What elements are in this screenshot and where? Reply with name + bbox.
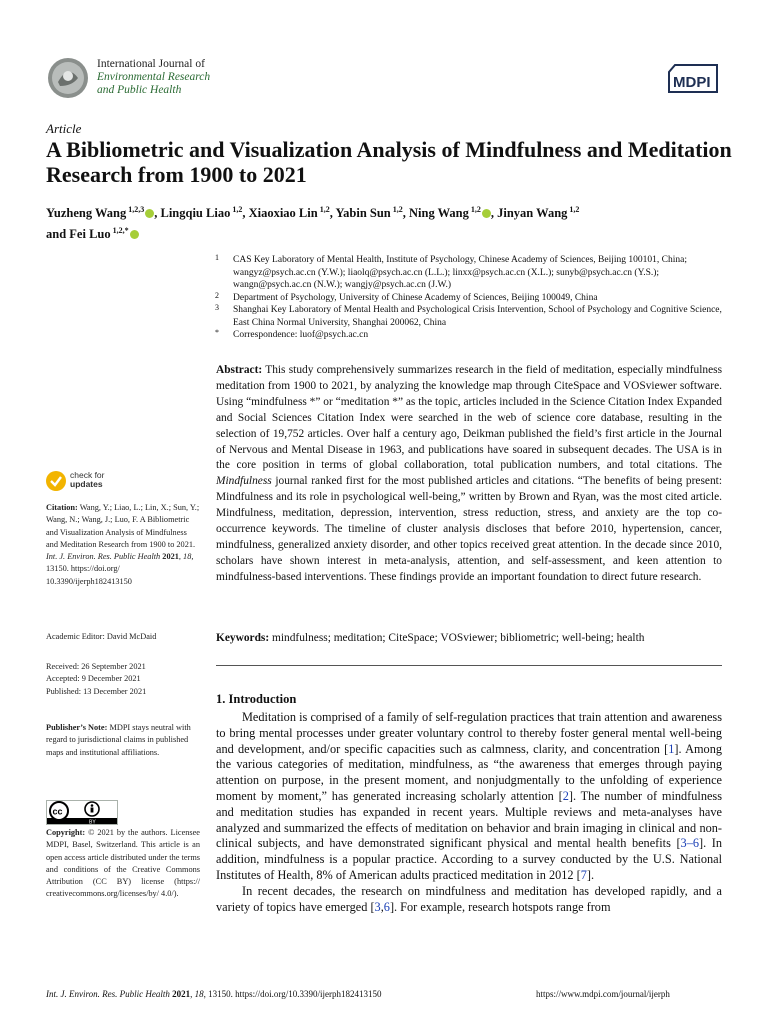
abstract-text-continued: journal ranked first for the most published articles and citations. “The benefits of being present: Mindfulness and its role in psychological well-being,” written by Brown and Ryan, was the most cited article. Mindfulness, meditation, depression, intervention, stress reduction, stress, and anxiety are the top co-occurrence keywords. The timeline of cluster analysis discloses that before 2010, hypertension, cancer, mindfulness, generalized anxiety disorder, and other topics received great attention. In the decade since 2010, scholars have shown interest in meta-analysis, attention, and self-assessment, and keen attention to mindfulness-based interventions. These findings provide an important foundation to direct future research. [216, 475, 722, 583]
check-updates-icon [46, 471, 66, 491]
intro-text: ]. For example, research hotspots range from [389, 899, 611, 914]
affiliation-3 [215, 304, 725, 329]
keywords-label: Keywords: [216, 632, 270, 644]
journal-logo-icon [46, 56, 90, 100]
accepted-date: Accepted: 9 December 2021 [46, 674, 141, 684]
intro-text: ]. In addition, mindfulness is a popular practice. According to a survey conducted by the U.S. National Institutes of Health, 8% of American adults practiced meditation in 2012 [ [216, 836, 722, 882]
author[interactable] [69, 227, 138, 241]
footer-journal: Int. J. Environ. Res. Public Health [46, 989, 170, 999]
author-affiliation-marker: 1,2 [468, 205, 481, 214]
citation-link[interactable]: 3–6 [680, 836, 699, 851]
keywords-text: mindfulness; meditation; CiteSpace; VOSviewer; bibliometric; well-being; health [269, 632, 645, 644]
footer-volume: 18 [194, 989, 204, 999]
abstract-text: This study comprehensively summarizes research in the field of meditation, especially mindfulness meditation from 1900 to 2021, by analyzing the knowledge map through CiteSpace and VOSviewer software. Using “mindfulness *” or “meditation *” as the topic, articles included in the Science Citation Index Expanded and Social Sciences Citation Index were searched in the web of science core database, resulting in the selection of 19,752 articles. Over half a century ago, Deikman published the field’s first article in the Journal of Nervous and Mental Disease in 1963, and publications have soared in subsequent decades. The USA is in the core position in terms of global collaboration, total publication numbers, and total citations. The [216, 364, 722, 472]
intro-text: Meditation is comprised of a family of self-regulation practices that train attention and awareness to bring mental processes under greater voluntary control to thereby foster general mental well-being and development, and/or specific capacities such as calmness, clarity, and concentration [ [216, 710, 722, 756]
keywords [216, 631, 722, 647]
correspondence [215, 329, 725, 342]
copyright-label: Copyright: [46, 828, 86, 837]
author[interactable] [336, 206, 403, 220]
affiliation-number: 1 [215, 253, 219, 262]
section-divider [216, 665, 722, 666]
orcid-icon[interactable] [145, 209, 154, 218]
author-affiliation-marker: 1,2 [317, 205, 330, 214]
citation-volume: 18 [183, 552, 192, 562]
author-name: Yabin Sun [335, 206, 391, 221]
author-affiliation-marker: 1,2,3 [126, 205, 145, 214]
author-name: Ning Wang [409, 206, 469, 221]
affiliation-number: * [215, 328, 219, 337]
author-name: Jinyan Wang [497, 206, 568, 221]
author[interactable] [409, 206, 491, 220]
journal-name-line1: International Journal of [97, 58, 205, 70]
author-affiliation-marker: 1,2 [567, 205, 580, 214]
author-affiliation-marker: 1,2 [230, 205, 243, 214]
footer-doi[interactable]: , 13150. https://doi.org/10.3390/ijerph182413150 [203, 989, 382, 999]
orcid-icon[interactable] [482, 209, 491, 218]
check-updates-line2: updates [70, 479, 103, 489]
academic-editor: Academic Editor: David McDaid [46, 632, 157, 641]
citation-link[interactable]: 6 [383, 899, 390, 914]
affiliation-1 [215, 254, 725, 292]
author-list: Yuzheng Wang $^{1,2,3}$ , Lingqiu Liao $^{1,2}$, Xiaoxiao Lin $^{1,2}$, Yabin Sun $^{1,2}$, Ning Wang $^{1,2}$ , Jinyan Wang $^{1,2}$ and Fei Luo $^{1,2,*}$ [46, 205, 580, 242]
intro-text: ]. Among the various categories of meditation, mindfulness, as “the awareness that emerges through paying attention on purpose, in the present moment, and nonjudgmentally to the unfolding of experience moment by moment,” has generated increasing scholarly attention [ [216, 741, 722, 803]
publishers-note-text: MDPI stays neutral with regard to jurisdictional claims in published maps and institutional affiliations. [46, 723, 191, 757]
journal-name [97, 58, 210, 97]
citation-journal: Int. J. Environ. Res. Public Health [46, 552, 161, 562]
copyright-text: © 2021 by the authors. Licensee MDPI, Basel, Switzerland. This article is an open access article distributed under the terms and conditions of the Creative Commons Attribution (CC BY) license (https:// creativecommons.org/licenses/by/ 4.0/). [46, 828, 200, 899]
check-updates-line1: check for [70, 470, 105, 480]
intro-text: , [380, 899, 384, 914]
affiliation-number: 2 [215, 290, 219, 300]
article-type: Article [46, 121, 82, 136]
abstract [216, 363, 722, 586]
cc-by-label: BY [89, 819, 96, 825]
author[interactable] [249, 206, 330, 220]
author-name: Lingqiu Liao [160, 206, 231, 221]
affiliation-text: CAS Key Laboratory of Mental Health, Institute of Psychology, Chinese Academy of Sciences, Beijing 100101, China; wangyz@psych.ac.cn (Y.W.); liaolq@psych.ac.cn (L.L.); linxx@psych.ac.cn (X.L.); sunyb@psych.ac.cn (Y.S.); wangn@psych.ac.cn (N.W.); wangjy@psych.ac.cn (J.W.) [233, 255, 687, 290]
intro-paragraph-2 [216, 884, 722, 916]
mdpi-logo[interactable] [665, 62, 721, 96]
affiliation-2 [215, 292, 725, 305]
publishers-note-label: Publisher’s Note: [46, 723, 108, 732]
abstract-journal-name: Mindfulness [216, 475, 272, 488]
author-name: Fei Luo [69, 227, 111, 242]
svg-text:cc: cc [52, 806, 63, 817]
cc-by-license-icon[interactable] [46, 800, 118, 825]
correspondence-text: Correspondence: luof@psych.ac.cn [233, 330, 369, 340]
footer-year: 2021 [172, 989, 191, 999]
check-updates-label [70, 471, 105, 489]
author-name: Xiaoxiao Lin [248, 206, 318, 221]
affiliations [215, 254, 725, 342]
publishers-note [46, 722, 200, 759]
publication-dates [46, 661, 200, 698]
received-date: Received: 26 September 2021 [46, 662, 146, 671]
intro-text: ]. [586, 867, 595, 882]
author[interactable] [497, 206, 579, 220]
citation-label: Citation: [46, 503, 78, 512]
author-affiliation-marker: 1,2,* [110, 226, 129, 236]
footer-citation: Int. J. Environ. Res. Public Health 2021, 18, 13150. https://doi.org/10.3390/ijerph182413150 [46, 989, 382, 999]
check-for-updates-button[interactable] [46, 470, 136, 494]
abstract-label: Abstract: [216, 364, 263, 376]
intro-text: In recent decades, the research on mindfulness and meditation has developed rapidly, and a variety of topics have emerged [ [216, 883, 722, 914]
orcid-icon[interactable] [130, 230, 139, 239]
publisher-name: MDPI [673, 74, 711, 91]
citation-link[interactable]: 2 [562, 788, 569, 803]
citation-text: Wang, Y.; Liao, L.; Lin, X.; Sun, Y.; Wang, N.; Wang, J.; Luo, F. A Bibliometric and Visualization Analysis of Mindfulness and Meditation Research from 1900 to 2021. [46, 503, 200, 549]
introduction-body [216, 710, 722, 915]
affiliation-number: 3 [215, 303, 219, 312]
copyright-notice [46, 827, 200, 901]
affiliation-text: Department of Psychology, University of Chinese Academy of Sciences, Beijing 100049, China [233, 292, 598, 303]
citation-block: Citation: Wang, Y.; Liao, L.; Lin, X.; Sun, Y.; Wang, N.; Wang, J.; Luo, F. A Bibliometric and Visualization Analysis of Mindfulness and Meditation Research from 1900 to 2021. Int. J. Environ. Res. Public Health 2021, 18, 13150. https://doi.org/ 10.3390/ijerph182413150 [46, 503, 200, 586]
intro-paragraph-1 [216, 710, 722, 884]
citation-doi[interactable]: , 13150. https://doi.org/ 10.3390/ijerph182413150 [46, 552, 194, 586]
journal-name-line3: and Public Health [97, 84, 182, 96]
citation-link[interactable]: 1 [668, 741, 675, 756]
author-affiliation-marker: 1,2 [390, 205, 403, 214]
affiliation-text: Shanghai Key Laboratory of Mental Health and Psychological Crisis Intervention, School of Psychology and Cognitive Science, East China Normal University, Shanghai 200062, China [233, 305, 722, 328]
citation-link[interactable]: 7 [580, 867, 587, 882]
page-title: A Bibliometric and Visualization Analysis of Mindfulness and Meditation Research from 1900 to 2021 [46, 137, 732, 187]
author[interactable] [161, 206, 243, 220]
intro-text: ]. The number of mindfulness and meditation studies has expanded in recent years. Multiple reviews and meta-analyses have analyzed and summarized the effects of meditation on behavior and brain imaging in clinical and non-clinical subjects, and have demonstrated significant physical and mental health benefits [ [216, 788, 722, 851]
citation-link[interactable]: 3 [374, 899, 381, 914]
author-name: Yuzheng Wang [46, 206, 127, 221]
section-heading: 1. Introduction [216, 692, 297, 706]
citation-year: 2021 [162, 552, 179, 562]
published-date: Published: 13 December 2021 [46, 686, 147, 696]
journal-name-line2: Environmental Research [97, 71, 211, 83]
author[interactable] [46, 206, 154, 220]
footer-journal-url[interactable]: https://www.mdpi.com/journal/ijerph [536, 989, 670, 999]
